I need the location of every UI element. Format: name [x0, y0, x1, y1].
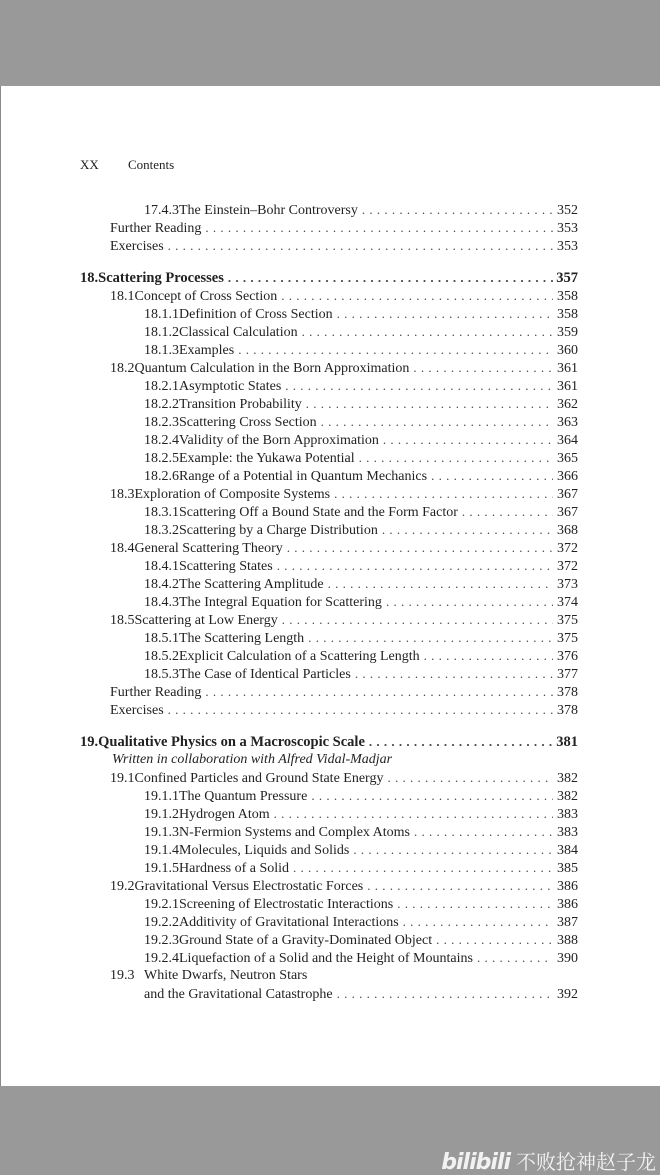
toc-entry-number: 18.1.2 [144, 325, 179, 340]
dot-leader [424, 647, 553, 665]
dot-leader [436, 931, 553, 949]
toc-entry-title: The Integral Equation for Scattering [179, 595, 382, 610]
toc-entry-page: 352 [557, 203, 578, 218]
toc-entry[interactable] [110, 769, 578, 787]
dot-leader [462, 503, 553, 521]
toc-entry[interactable] [110, 287, 578, 305]
toc-entry[interactable] [144, 931, 578, 949]
toc-entry-page: 376 [557, 649, 578, 664]
toc-entry-page: 387 [557, 915, 578, 930]
toc-entry-number: 18.4.1 [144, 559, 179, 574]
toc-entry-title: Hydrogen Atom [179, 807, 270, 822]
toc-entry-page: 357 [556, 270, 578, 286]
toc-entry[interactable] [144, 859, 578, 877]
toc-entry-title: Scattering by a Charge Distribution [179, 523, 378, 538]
toc-entry-number: 18.5 [110, 613, 135, 628]
toc-entry[interactable] [110, 359, 578, 377]
toc-entry-page: 368 [557, 523, 578, 538]
toc-entry-title: Further Reading [110, 221, 202, 236]
toc-entry-page: 384 [557, 843, 578, 858]
toc-entry[interactable] [144, 377, 578, 395]
toc-entry-number: 18.4.2 [144, 577, 179, 592]
toc-entry-title: Qualitative Physics on a Macroscopic Scale [98, 734, 365, 750]
toc-entry-number: 19.1.2 [144, 807, 179, 822]
toc-entry[interactable] [144, 413, 578, 431]
toc-entry-page: 378 [557, 685, 578, 700]
toc-entry-number: 18.2.4 [144, 433, 179, 448]
toc-entry[interactable] [144, 341, 578, 359]
toc-entry-title: The Quantum Pressure [179, 789, 308, 804]
dot-leader [285, 377, 553, 395]
running-head [80, 157, 174, 173]
toc-entry-title: The Case of Identical Particles [179, 667, 351, 682]
toc-entry-title: Screening of Electrostatic Interactions [179, 897, 394, 912]
toc-entry-19-3-line1[interactable] [110, 967, 307, 985]
toc-entry-number: 17.4.3 [144, 203, 179, 218]
toc-entry-title: Confined Particles and Ground State Energy [134, 771, 384, 786]
toc-entry-number: 18.3 [110, 487, 135, 502]
dot-leader [397, 895, 553, 913]
toc-entry[interactable] [144, 805, 578, 823]
toc-entry-page: 386 [557, 897, 578, 912]
toc-entry-page: 362 [557, 397, 578, 412]
toc-entry-page: 353 [557, 239, 578, 254]
toc-entry-title: White Dwarfs, Neutron Stars [144, 968, 308, 983]
toc-entry-title: Asymptotic States [179, 379, 282, 394]
toc-entry-title: General Scattering Theory [134, 541, 283, 556]
toc-entry-page: 386 [557, 879, 578, 894]
dot-leader [293, 859, 553, 877]
toc-entry-19-3-line2[interactable] [144, 985, 578, 1003]
dot-leader [337, 985, 553, 1003]
toc-entry-title: Exercises [110, 703, 164, 718]
dot-leader [383, 431, 553, 449]
toc-entry[interactable] [144, 201, 578, 219]
toc-entry-number: 18.1.3 [144, 343, 179, 358]
toc-entry[interactable] [144, 647, 578, 665]
toc-entry-number: 18.2.3 [144, 415, 179, 430]
toc-entry[interactable] [144, 557, 578, 575]
toc-entry-number: 19.3 [110, 968, 135, 983]
toc-entry-number: 19.1.5 [144, 861, 179, 876]
dot-leader [205, 683, 553, 701]
toc-entry-title: Scattering Cross Section [179, 415, 317, 430]
toc-entry[interactable] [144, 521, 578, 539]
toc-entry-number: 19.1.3 [144, 825, 179, 840]
toc-entry[interactable] [110, 683, 578, 701]
toc-entry-page: 373 [557, 577, 578, 592]
toc-entry-page: 358 [557, 289, 578, 304]
toc-entry-page: 363 [557, 415, 578, 430]
toc-entry-number: 18.4 [110, 541, 135, 556]
toc-entry-number: 19.1.4 [144, 843, 179, 858]
toc-entry-number: 19.2.1 [144, 897, 179, 912]
toc-entry-title: Exercises [110, 239, 164, 254]
toc-entry[interactable] [144, 841, 578, 859]
toc-entry-page: 358 [557, 307, 578, 322]
watermark [441, 1146, 656, 1175]
toc-entry[interactable] [144, 323, 578, 341]
toc-entry-number: 19.2.4 [144, 951, 179, 966]
toc-entry-page: 367 [557, 487, 578, 502]
toc-entry[interactable] [144, 913, 578, 931]
toc-entry-number: 19.2.2 [144, 915, 179, 930]
toc-entry-number: 19.1.1 [144, 789, 179, 804]
toc-entry-number: 18.1.1 [144, 307, 179, 322]
dot-leader [387, 769, 553, 787]
dot-leader [308, 629, 553, 647]
toc-entry-number: 18. [80, 270, 99, 286]
dot-leader [477, 949, 553, 967]
dot-leader [353, 841, 553, 859]
toc-entry-title: Definition of Cross Section [179, 307, 333, 322]
running-title: Contents [128, 157, 175, 172]
toc-entry-page: 375 [557, 631, 578, 646]
toc-entry-page: 365 [557, 451, 578, 466]
toc-entry-page: 359 [557, 325, 578, 340]
toc-entry-number: 18.2.1 [144, 379, 179, 394]
toc-entry-page: 385 [557, 861, 578, 876]
toc-entry[interactable] [144, 305, 578, 323]
toc-entry-page: 372 [557, 541, 578, 556]
toc-entry-number: 18.5.2 [144, 649, 179, 664]
toc-entry[interactable] [144, 665, 578, 683]
toc-entry-title: Exploration of Composite Systems [134, 487, 331, 502]
toc-entry-page: 392 [557, 987, 578, 1002]
toc-entry-page: 382 [557, 789, 578, 804]
dot-leader [168, 701, 553, 719]
toc-entry[interactable] [144, 503, 578, 521]
toc-entry-title: Explicit Calculation of a Scattering Length [179, 649, 420, 664]
toc-entry[interactable] [110, 877, 578, 895]
dot-leader [362, 201, 553, 219]
toc-entry-page: 361 [557, 379, 578, 394]
dot-leader [328, 575, 553, 593]
dot-leader [359, 449, 553, 467]
toc-entry-title: Further Reading [110, 685, 202, 700]
toc-entry-page: 390 [557, 951, 578, 966]
toc-entry-title: Gravitational Versus Electrostatic Forces [134, 879, 364, 894]
toc-entry-number: 18.2 [110, 361, 135, 376]
toc-entry-page: 383 [557, 807, 578, 822]
dot-leader [302, 323, 553, 341]
toc-entry-title: The Einstein–Bohr Controversy [179, 203, 358, 218]
toc-entry[interactable] [110, 611, 578, 629]
toc-entry-title: Transition Probability [179, 397, 302, 412]
toc-entry-page: 367 [557, 505, 578, 520]
page-folio: XX [80, 157, 99, 172]
dot-leader [413, 359, 553, 377]
toc-entry[interactable] [110, 237, 578, 255]
toc-entry-title: Scattering Off a Bound State and the Form Factor [179, 505, 458, 520]
dot-leader [205, 219, 553, 237]
dot-leader [367, 877, 553, 895]
toc-entry-number: 18.5.3 [144, 667, 179, 682]
toc-entry[interactable] [110, 219, 578, 237]
toc-entry[interactable] [80, 269, 578, 287]
dot-leader [382, 521, 553, 539]
toc-entry-title: Scattering States [179, 559, 273, 574]
toc-entry[interactable] [144, 467, 578, 485]
toc-entry[interactable] [80, 733, 578, 751]
toc-entry-title: Validity of the Born Approximation [179, 433, 379, 448]
dot-leader [228, 269, 553, 287]
toc-entry-page: 381 [556, 734, 578, 750]
toc-entry-page: 364 [557, 433, 578, 448]
toc-entry[interactable] [110, 701, 578, 719]
toc-entry-number: 18.1 [110, 289, 135, 304]
toc-entry[interactable] [144, 629, 578, 647]
toc-entry-page: 372 [557, 559, 578, 574]
toc-entry-page: 382 [557, 771, 578, 786]
dot-leader [306, 395, 553, 413]
toc-entry-title: Scattering at Low Energy [134, 613, 278, 628]
toc-entry-title: Molecules, Liquids and Solids [179, 843, 350, 858]
toc-entry-page: 377 [557, 667, 578, 682]
toc-entry[interactable] [110, 539, 578, 557]
toc-entry-number: 18.3.2 [144, 523, 179, 538]
toc-entry-title: Liquefaction of a Solid and the Height of Mountains [179, 951, 473, 966]
toc-entry-title: and the Gravitational Catastrophe [144, 987, 333, 1002]
toc-entry-page: 360 [557, 343, 578, 358]
dot-leader [321, 413, 553, 431]
toc-entry-title: Classical Calculation [179, 325, 298, 340]
watermark-username: 不败抢神赵子龙 [516, 1150, 656, 1174]
toc-entry-page: 353 [557, 221, 578, 236]
toc-entry-page: 361 [557, 361, 578, 376]
toc-entry-title: The Scattering Length [179, 631, 305, 646]
toc-entry-title: Hardness of a Solid [179, 861, 290, 876]
toc-entry-page: 383 [557, 825, 578, 840]
viewer-top-bar [0, 0, 660, 86]
toc-entry-title: Example: the Yukawa Potential [179, 451, 355, 466]
dot-leader [168, 237, 553, 255]
toc-entry-number: 18.2.6 [144, 469, 179, 484]
dot-leader [277, 557, 553, 575]
toc-entry-title: Scattering Processes [98, 270, 224, 286]
toc-entry[interactable] [144, 431, 578, 449]
dot-leader [431, 467, 553, 485]
toc-entry-title: The Scattering Amplitude [179, 577, 324, 592]
toc-entry-page: 374 [557, 595, 578, 610]
toc-entry-title: Range of a Potential in Quantum Mechanics [179, 469, 428, 484]
dot-leader [414, 823, 553, 841]
toc-entry-title: Quantum Calculation in the Born Approximation [134, 361, 410, 376]
toc-entry-number: 18.2.2 [144, 397, 179, 412]
dot-leader [334, 485, 553, 503]
toc-entry-number: 19.2 [110, 879, 135, 894]
toc-entry[interactable] [144, 395, 578, 413]
dot-leader [386, 593, 553, 611]
dot-leader [287, 539, 553, 557]
dot-leader [355, 665, 553, 683]
toc-entry-page: 378 [557, 703, 578, 718]
toc-entry-number: 19.2.3 [144, 933, 179, 948]
toc-entry-title: Additivity of Gravitational Interactions [179, 915, 399, 930]
toc-entry-number: 18.4.3 [144, 595, 179, 610]
toc-entry[interactable] [144, 787, 578, 805]
toc-entry[interactable] [144, 593, 578, 611]
toc-entry-title: Concept of Cross Section [134, 289, 278, 304]
toc-entry-number: 18.2.5 [144, 451, 179, 466]
toc-entry-page: 375 [557, 613, 578, 628]
dot-leader [281, 287, 553, 305]
toc-entry-number: 18.5.1 [144, 631, 179, 646]
dot-leader [337, 305, 553, 323]
toc-entry[interactable] [110, 485, 578, 503]
dot-leader [369, 733, 553, 751]
toc-entry-title: N-Fermion Systems and Complex Atoms [179, 825, 410, 840]
toc-entry-page: 388 [557, 933, 578, 948]
toc-entry-number: 19. [80, 734, 99, 750]
toc-entry-number: 19.1 [110, 771, 135, 786]
dot-leader [311, 787, 553, 805]
toc-entry[interactable] [144, 575, 578, 593]
toc-entry-title: Examples [179, 343, 235, 358]
dot-leader [274, 805, 553, 823]
toc-entry-number: 18.3.1 [144, 505, 179, 520]
bilibili-logo-icon: bilibili [441, 1150, 510, 1175]
chapter-19-collaboration-note: Written in collaboration with Alfred Vidal-Madjar [112, 752, 393, 767]
toc-entry[interactable] [144, 895, 578, 913]
dot-leader [238, 341, 553, 359]
toc-entry-page: 366 [557, 469, 578, 484]
dot-leader [282, 611, 553, 629]
toc-entry[interactable] [144, 949, 578, 967]
toc-entry-title: Ground State of a Gravity-Dominated Object [179, 933, 433, 948]
toc-entry[interactable] [144, 449, 578, 467]
dot-leader [403, 913, 553, 931]
toc-entry[interactable] [144, 823, 578, 841]
